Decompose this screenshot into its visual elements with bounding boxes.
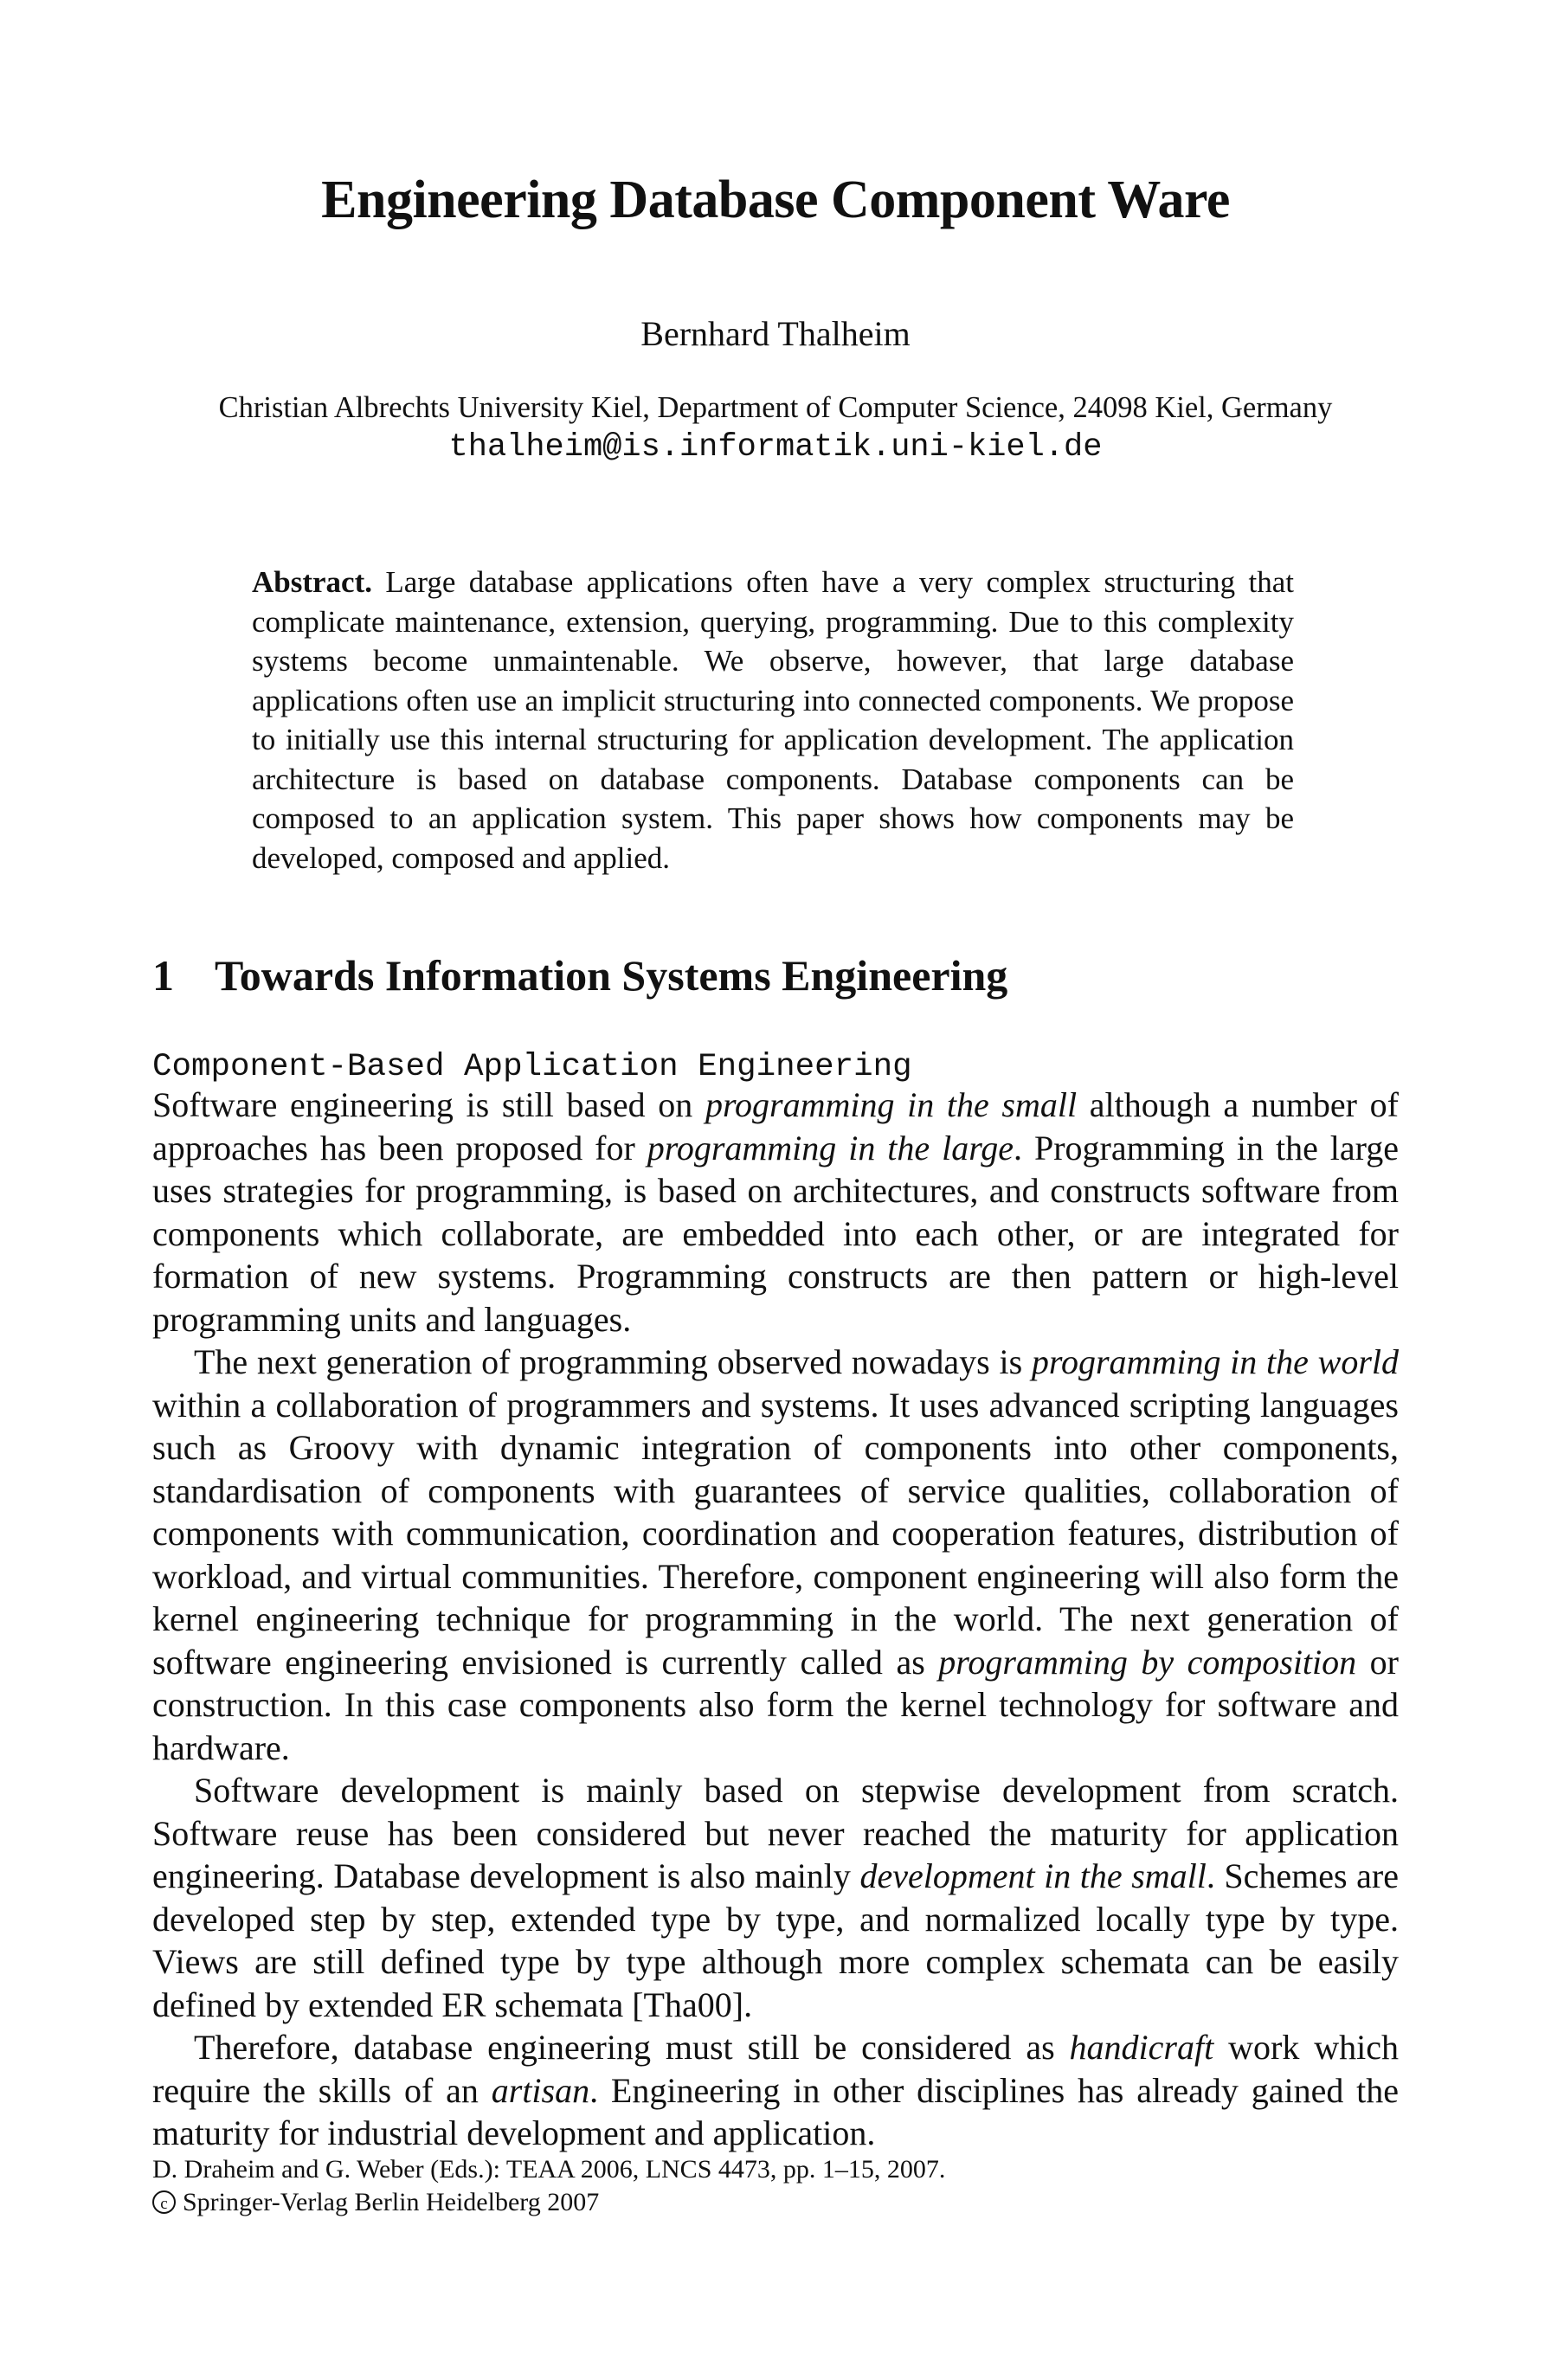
body-text bbox=[152, 1084, 1399, 2155]
paragraph: Therefore, database engineering must still be considered as handicraft work which require the skills of an artisan. Engineering in other disciplines has already gained the maturity for industrial development and application. bbox=[152, 2028, 1399, 2152]
emphasis: artisan bbox=[491, 2070, 590, 2110]
footer bbox=[152, 2153, 1399, 2219]
abstract-label: Abstract. bbox=[252, 565, 372, 599]
author-email: thalheim@is.informatik.uni-kiel.de bbox=[448, 429, 1103, 466]
emphasis: programming in the world bbox=[1031, 1342, 1400, 1381]
emphasis: handicraft bbox=[1069, 2028, 1214, 2067]
emphasis: programming in the small bbox=[705, 1085, 1078, 1124]
emphasis: development in the small bbox=[859, 1856, 1207, 1895]
paragraph: Software engineering is still based on programming in the small although a number of approaches has been proposed for programming in the large. Programming in the large uses strategies for programming, is based on architectures, and constructs software from components which collaborate, are embedded into each other, or are integrated for formation of new systems. Programming constructs are then pattern or high-level programming units and languages. bbox=[152, 1085, 1399, 1339]
copyright-text: Springer-Verlag Berlin Heidelberg 2007 bbox=[183, 2188, 600, 2216]
paragraph: Software development is mainly based on stepwise development from scratch. Software reuse has been considered but never reached the maturity for application engineering. Database development is also mainly development in the small. Schemes are developed step by step, extended type by type, and normalized locally type by type. Views are still defined type by type although more complex schemata can be easily defined by extended ER schemata [Tha00]. bbox=[152, 1771, 1399, 2024]
section-number: 1 bbox=[152, 951, 174, 1000]
citation-line: D. Draheim and G. Weber (Eds.): TEAA 2006, LNCS 4473, pp. 1–15, 2007. bbox=[152, 2155, 946, 2184]
section-title: Towards Information Systems Engineering bbox=[215, 951, 1008, 1000]
emphasis: programming by composition bbox=[938, 1642, 1357, 1682]
abstract bbox=[252, 563, 1294, 878]
subheading: Component-Based Application Engineering bbox=[152, 1049, 912, 1085]
copyright-icon: c bbox=[152, 2190, 176, 2214]
author-name: Bernhard Thalheim bbox=[640, 314, 911, 353]
abstract-text: Large database applications often have a very complex structuring that complicate maintenance, extension, querying, programming. Due to this complexity systems become unmaintenable. We observe, however, that large database applications often use an implicit structuring into connected components. We propose to initially use this internal structuring for application development. The application architecture is based on database components. Database components can be composed to an application system. This paper shows how components may be developed, composed and applied. bbox=[252, 565, 1294, 875]
section-heading bbox=[152, 950, 1399, 1000]
paragraph: The next generation of programming observed nowadays is programming in the world within a collaboration of programmers and systems. It uses advanced scripting languages such as Groovy with dynamic integration of components into other components, standardisation of components with guarantees of service qualities, collaboration of components with communication, coordination and cooperation features, distribution of workload, and virtual communities. Therefore, component engineering will also form the kernel engineering technique for programming in the world. The next generation of software engineering envisioned is currently called as programming by composition or construction. In this case components also form the kernel technology for software and hardware. bbox=[152, 1342, 1400, 1767]
copyright-line bbox=[152, 2186, 1399, 2219]
emphasis: programming in the large bbox=[647, 1128, 1014, 1167]
paper-title: Engineering Database Component Ware bbox=[321, 170, 1230, 229]
author-affiliation: Christian Albrechts University Kiel, Department of Computer Science, 24098 Kiel, Germany bbox=[218, 391, 1333, 424]
